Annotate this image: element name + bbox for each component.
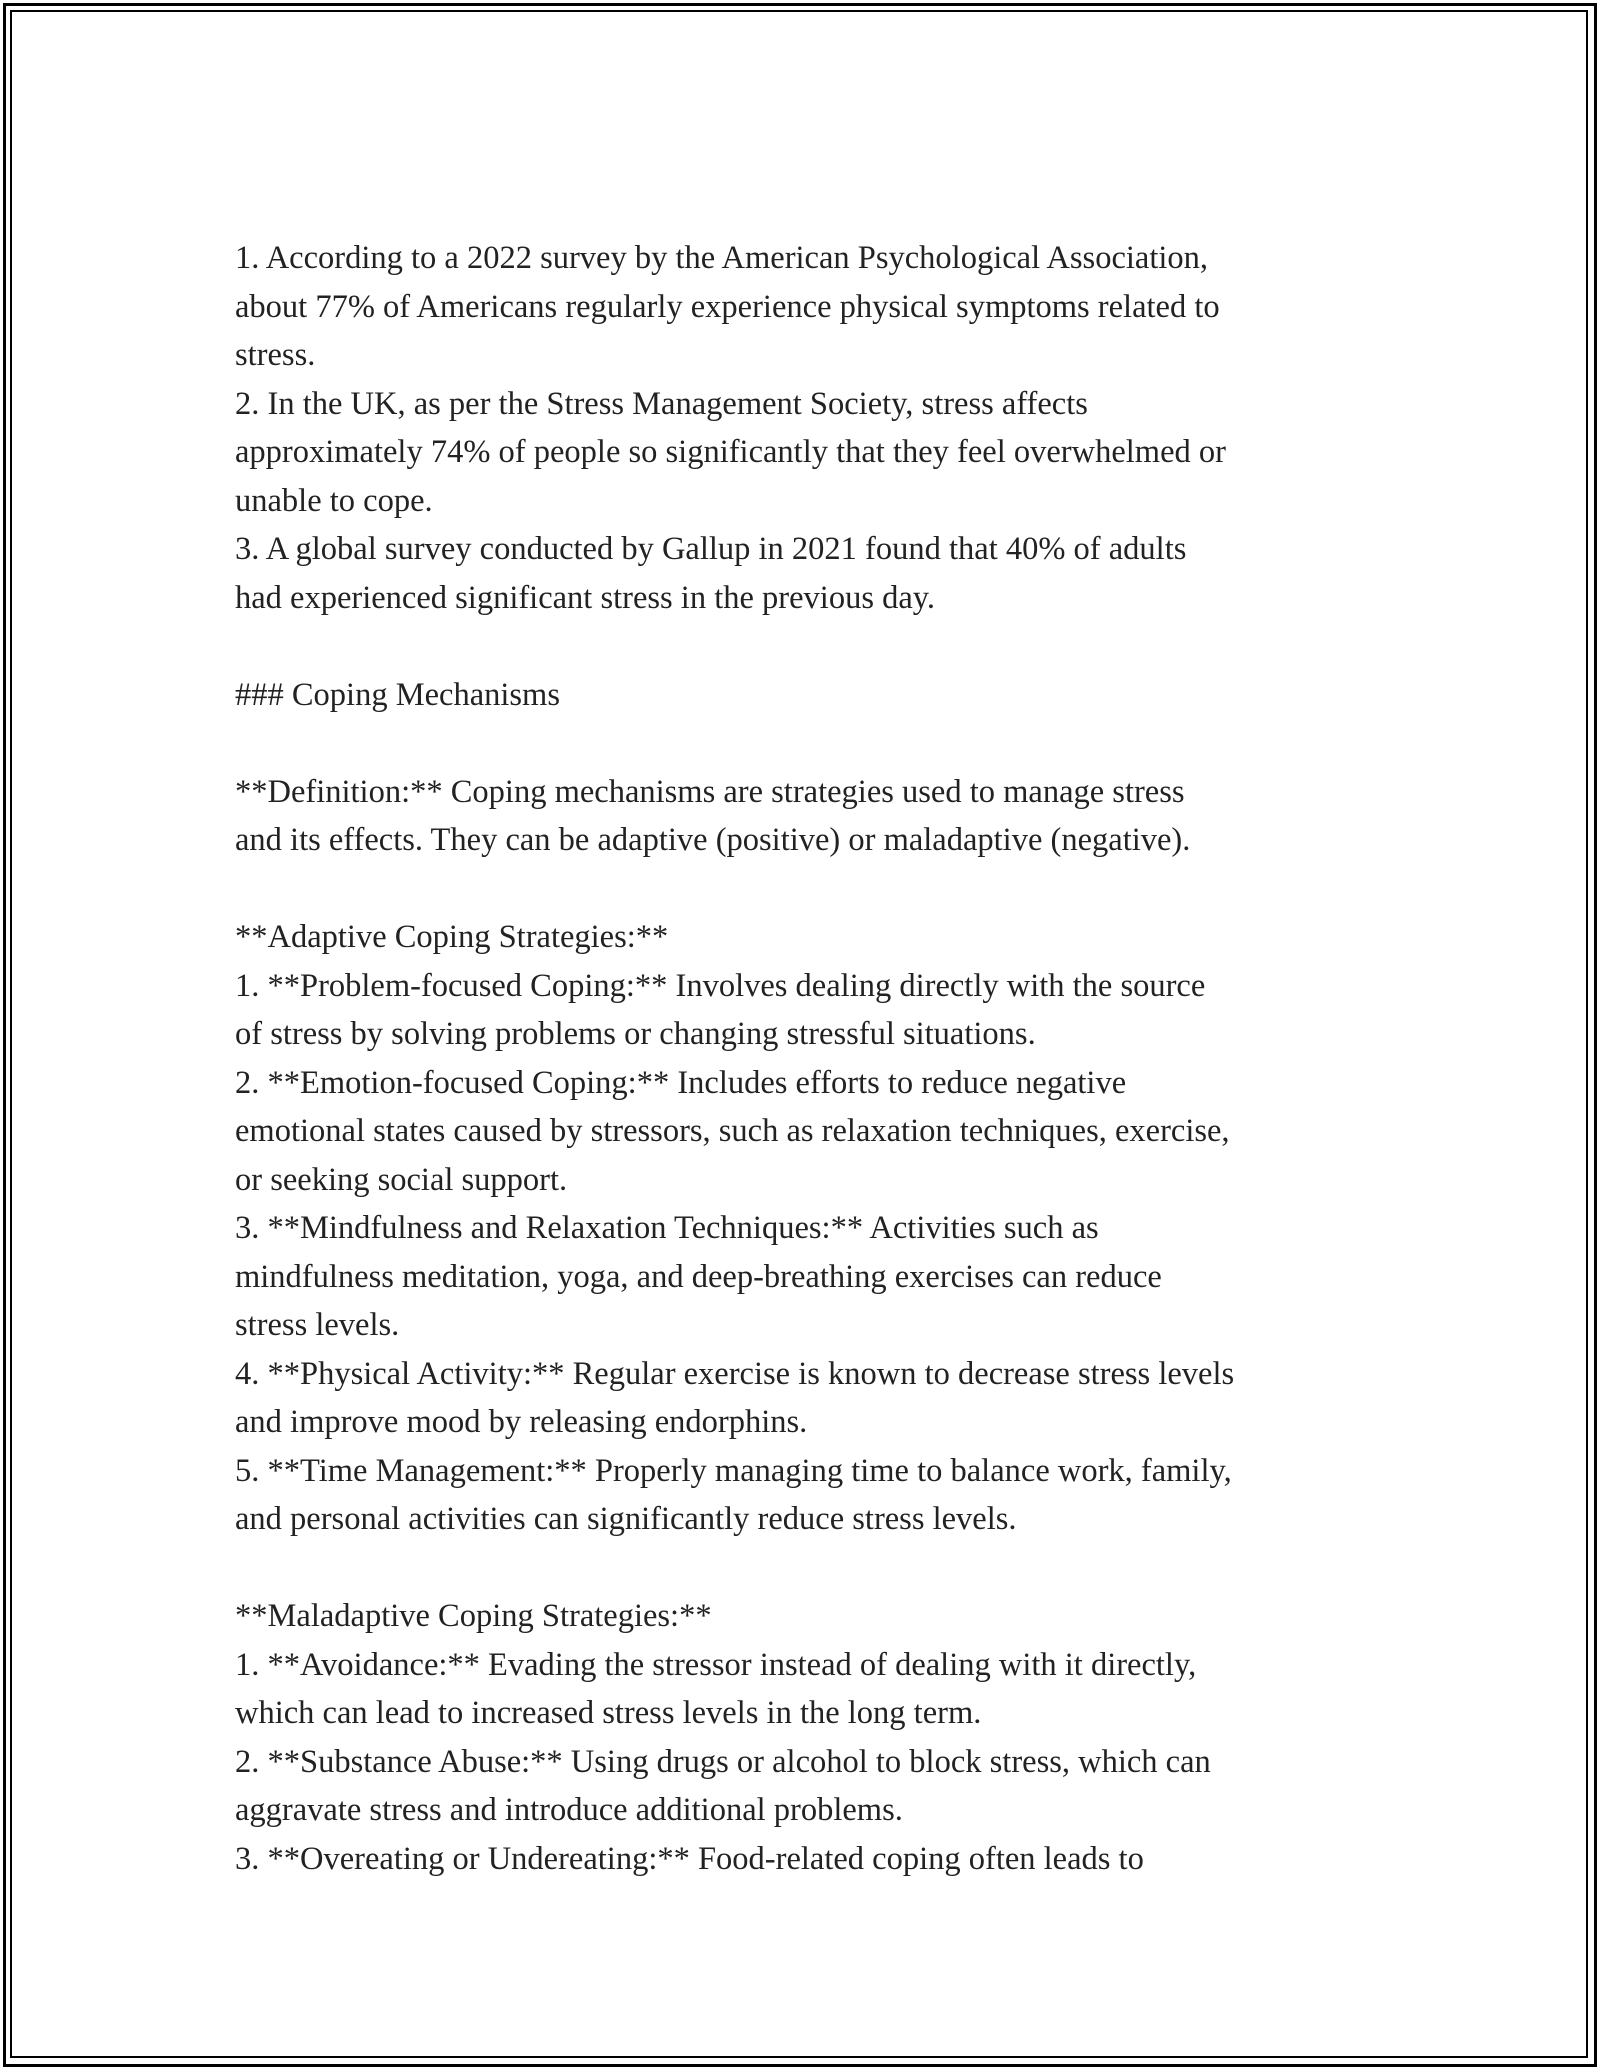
text-line: had experienced significant stress in the previous day. [235, 579, 936, 616]
text-line: 2. **Substance Abuse:** Using drugs or alcohol to block stress, which can [235, 1743, 1211, 1780]
text-line: about 77% of Americans regularly experience physical symptoms related to [235, 288, 1220, 325]
text-line: and its effects. They can be adaptive (positive) or maladaptive (negative). [235, 822, 1191, 858]
text-line: unable to cope. [235, 482, 433, 519]
adaptive-item-1 [235, 962, 1395, 1059]
blank-line [235, 865, 1395, 914]
text-line: and personal activities can significantly reduce stress levels. [235, 1501, 1017, 1537]
text-line: stress levels. [235, 1307, 400, 1343]
section-heading-coping-mechanisms [235, 671, 1395, 720]
text-line: of stress by solving problems or changing stressful situations. [235, 1016, 1036, 1052]
blank-line [235, 719, 1395, 768]
text-line: aggravate stress and introduce additional problems. [235, 1792, 903, 1828]
maladaptive-heading [235, 1592, 1395, 1641]
text-line: 5. **Time Management:** Properly managing time to balance work, family, [235, 1452, 1232, 1489]
text-line: **Definition:** Coping mechanisms are strategies used to manage stress [235, 773, 1185, 810]
stat-item-1 [235, 234, 1395, 380]
text-line: stress. [235, 337, 316, 373]
text-line: 2. In the UK, as per the Stress Management Society, stress affects [235, 385, 1088, 422]
stat-item-2 [235, 380, 1395, 526]
text-line: approximately 74% of people so significantly that they feel overwhelmed or [235, 434, 1226, 470]
blank-line [235, 1544, 1395, 1593]
text-line: and improve mood by releasing endorphins. [235, 1404, 808, 1440]
blank-line [235, 622, 1395, 671]
text-line: ### Coping Mechanisms [235, 676, 560, 713]
maladaptive-item-2 [235, 1738, 1395, 1835]
text-line: 3. **Mindfulness and Relaxation Techniques:** Activities such as [235, 1210, 1099, 1246]
text-line: 3. A global survey conducted by Gallup in 2021 found that 40% of adults [235, 531, 1187, 567]
text-line: 1. According to a 2022 survey by the American Psychological Association, [235, 240, 1209, 276]
maladaptive-item-1 [235, 1641, 1395, 1738]
text-line: 4. **Physical Activity:** Regular exercise is known to decrease stress levels [235, 1355, 1235, 1392]
text-line: 1. **Avoidance:** Evading the stressor instead of dealing with it directly, [235, 1646, 1197, 1683]
text-line: **Adaptive Coping Strategies:** [235, 919, 669, 955]
text-line: mindfulness meditation, yoga, and deep-breathing exercises can reduce [235, 1258, 1162, 1295]
text-line: 2. **Emotion-focused Coping:** Includes efforts to reduce negative [235, 1064, 1127, 1101]
text-line: 3. **Overeating or Undereating:** Food-related coping often leads to [235, 1840, 1144, 1877]
text-line: which can lead to increased stress levels in the long term. [235, 1695, 982, 1731]
adaptive-heading [235, 913, 1395, 962]
text-line: or seeking social support. [235, 1161, 568, 1198]
adaptive-item-5 [235, 1447, 1395, 1544]
stat-item-3 [235, 525, 1395, 622]
definition-paragraph [235, 768, 1395, 865]
adaptive-item-2 [235, 1059, 1395, 1205]
adaptive-item-3 [235, 1204, 1395, 1350]
document-body [235, 234, 1395, 1883]
text-line: 1. **Problem-focused Coping:** Involves dealing directly with the source [235, 967, 1206, 1004]
maladaptive-item-3 [235, 1835, 1395, 1884]
text-line: **Maladaptive Coping Strategies:** [235, 1598, 712, 1634]
adaptive-item-4 [235, 1350, 1395, 1447]
text-line: emotional states caused by stressors, such as relaxation techniques, exercise, [235, 1113, 1230, 1149]
